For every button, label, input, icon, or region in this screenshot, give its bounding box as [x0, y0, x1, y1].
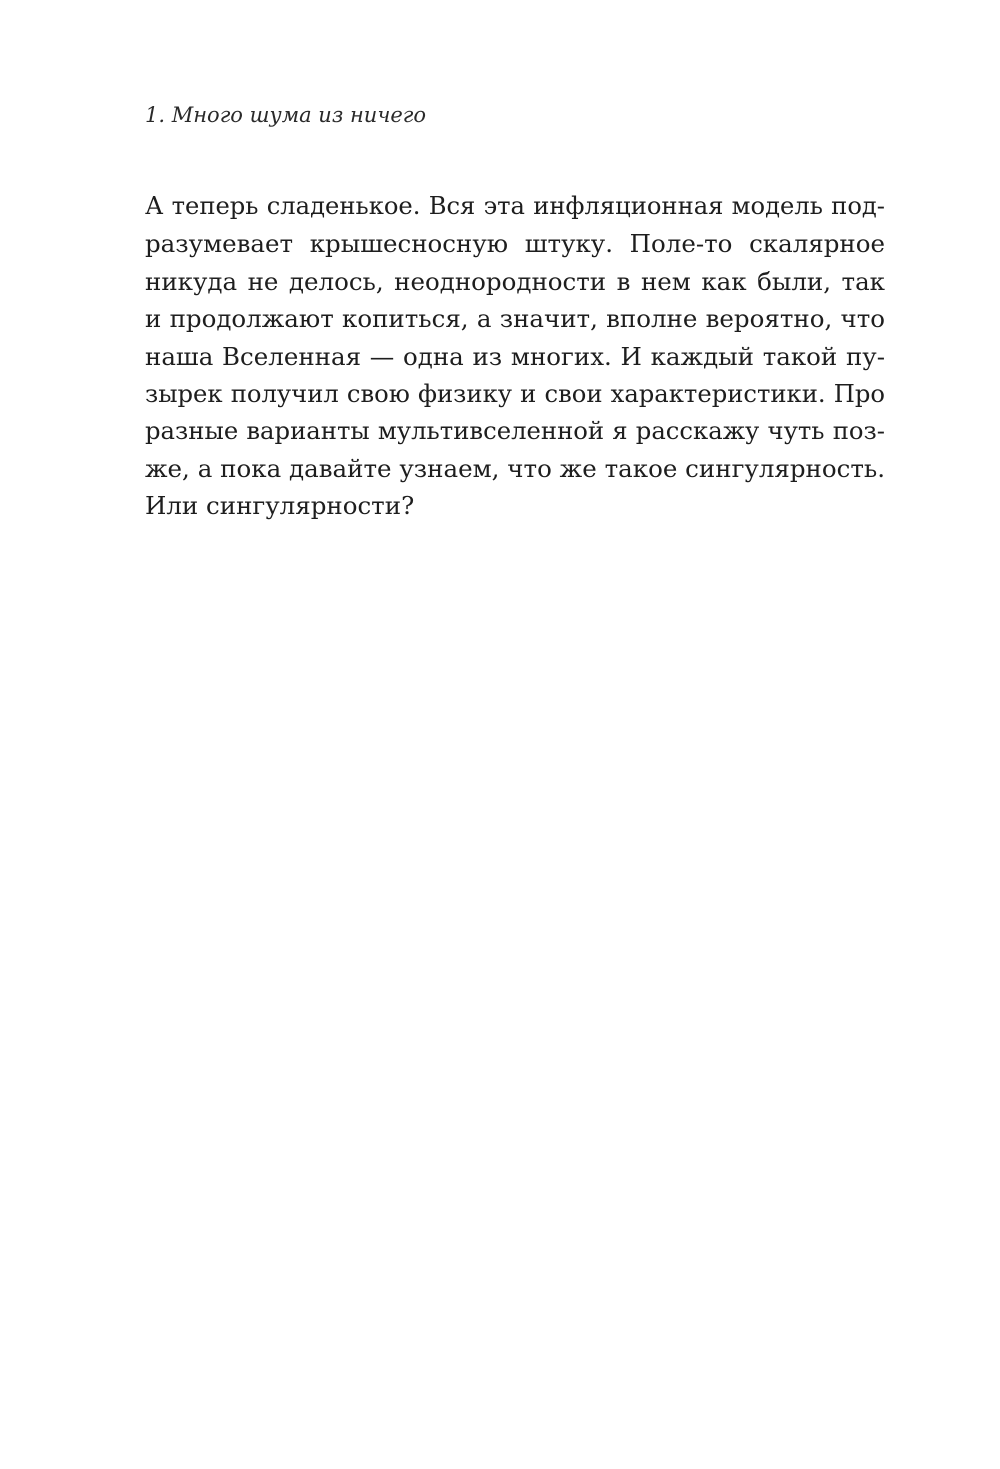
text-line: разумевает крышесносную штуку. Поле-то скалярное	[145, 229, 885, 259]
text-line: наша Вселенная — одна из многих. И каждый такой пу-	[145, 341, 885, 371]
text-line: и продолжают копиться, а значит, вполне вероятно, что	[145, 304, 885, 334]
text-line: же, а пока давайте узнаем, что же такое сингулярность.	[145, 453, 885, 483]
text-line: А теперь сладенькое. Вся эта инфляционная модель под-	[145, 192, 885, 220]
text-line: Или сингулярности?	[145, 491, 415, 521]
text-line: никуда не делось, неоднородности в нем как были, так	[145, 266, 885, 296]
running-head: 1. Много шума из ничего	[145, 103, 427, 127]
paragraph	[145, 188, 885, 525]
text-line: зырек получил свою физику и свои характеристики. Про	[145, 378, 885, 408]
text-line: разные варианты мультивселенной я расскажу чуть поз-	[145, 416, 885, 446]
